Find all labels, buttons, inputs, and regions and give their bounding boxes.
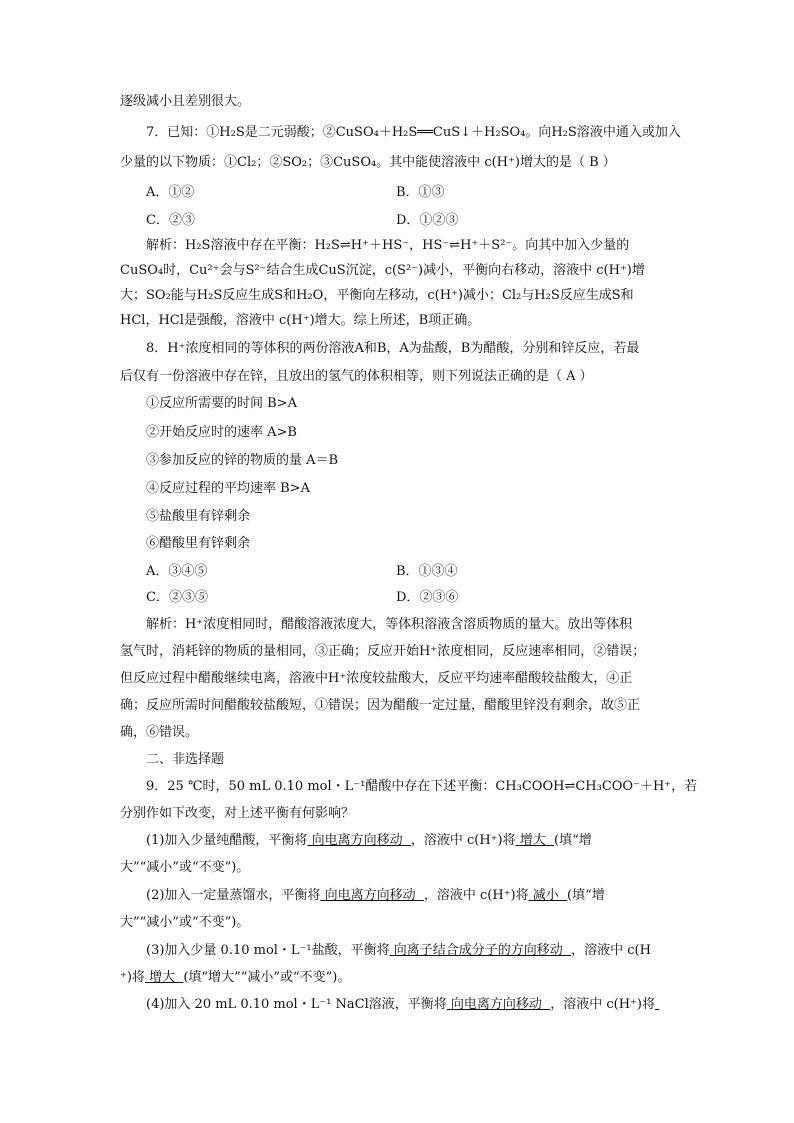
statement-3: ③参加反应的锌的物质的量 A＝B [146, 453, 339, 468]
question-9-line: 9．25 ℃时，50 mL 0.10 mol・L⁻¹醋酸中存在下述平衡：CH₃COOH⇌CH₃COO⁻＋H⁺，若 [146, 779, 698, 794]
statement-4: ④反应过程的平均速率 B>A [146, 481, 310, 496]
explanation-line: 但反应过程中醋酸继续电离，溶液中H⁺浓度较盐酸大，反应平均速率醋酸较盐酸大，④正 [120, 671, 633, 686]
option-c: C．②③⑤ [146, 590, 208, 605]
text-segment: ⁺)将 [120, 970, 145, 985]
answer-blank: 增大 [149, 970, 176, 985]
answer-blank: 增大 [519, 833, 546, 848]
subquestion-2-line: 大”“减小”或“不变”)。 [120, 915, 250, 930]
text-segment: (填“增大”“减小”或“不变”)。 [183, 970, 351, 985]
answer-blank: 向离子结合成分子的方向移动 [393, 943, 563, 958]
section-heading: 二、非选择题 [146, 752, 225, 767]
text-segment: (填“增 [567, 888, 605, 903]
explanation-line: HCl，HCl是强酸，溶液中 c(H⁺)增大。综上所述，B项正确。 [120, 313, 481, 328]
explanation-line: 确；反应所需时间醋酸较盐酸短，①错误；因为醋酸一定过量，醋酸里锌没有剩余，故⑤正 [120, 698, 641, 713]
option-a: A．①② [146, 185, 195, 200]
text-segment: ，溶液中 c(H⁺)将 [423, 888, 529, 903]
question-8-line: 后仅有一份溶液中存在锌，且放出的氢气的体积相等，则下列说法正确的是（ A ） [120, 369, 593, 384]
question-8-line: 8．H⁺浓度相同的等体积的两份溶液A和B，A为盐酸，B为醋酸，分别和锌反应，若最 [146, 341, 640, 356]
text-segment: (3)加入少量 0.10 mol・L⁻¹盐酸，平衡将 [146, 943, 390, 958]
explanation-line: 氢气时，消耗锌的物质的量相同，③正确；反应开始H⁺浓度相同，反应速率相同，②错误； [120, 644, 646, 659]
text-segment: (1)加入少量纯醋酸，平衡将 [146, 833, 308, 848]
subquestion-1-line [146, 832, 592, 850]
text-segment: ，溶液中 c(H⁺)将 [550, 997, 655, 1012]
statement-1: ①反应所需要的时间 B>A [146, 396, 297, 411]
text-segment: ，溶液中 c(H⁺)将 [410, 833, 516, 848]
answer-blank: 向电离方向移动 [324, 888, 416, 903]
statement-2: ②开始反应时的速率 A>B [146, 425, 297, 440]
explanation-line: 确，⑥错误。 [120, 725, 199, 740]
subquestion-1-line: 大”“减小”或“不变”)。 [120, 860, 250, 875]
answer-blank [655, 997, 659, 1012]
option-c: C．②③ [146, 213, 195, 228]
statement-5: ⑤盐酸里有锌剩余 [146, 509, 251, 524]
subquestion-3-line [120, 969, 350, 987]
option-d: D．①②③ [396, 213, 459, 228]
question-9-line: 分别作如下改变，对上述平衡有何影响？ [120, 806, 355, 821]
explanation-line: 大；SO₂能与H₂S反应生成S和H₂O，平衡向左移动，c(H⁺)减小；Cl₂与H₂S反应生成S和 [120, 288, 634, 303]
option-b: B．①③④ [396, 564, 458, 579]
text-segment: (填“增 [554, 833, 592, 848]
explanation-line: 解析：H⁺浓度相同时，醋酸溶液浓度大，等体积溶液含溶质物质的量大。放出等体积 [146, 617, 633, 632]
text-segment: ，溶液中 c(H [571, 943, 651, 958]
text-segment: (4)加入 20 mL 0.10 mol・L⁻¹ NaCl溶液，平衡将 [146, 997, 447, 1012]
option-a: A．③④⑤ [146, 564, 208, 579]
question-7-line: 7．已知：①H₂S是二元弱酸；②CuSO₄＋H₂S══CuS↓＋H₂SO₄。向H₂S溶液中通入或加入 [146, 125, 681, 140]
subquestion-3-line [146, 942, 651, 960]
subquestion-2-line [146, 887, 605, 905]
answer-blank: 向电离方向移动 [311, 833, 403, 848]
answer-blank: 减小 [532, 888, 559, 903]
option-b: B．①③ [396, 185, 445, 200]
explanation-line: 解析：H₂S溶液中存在平衡：H₂S⇌H⁺＋HS⁻，HS⁻⇌H⁺＋S²⁻。向其中加入少量的 [146, 238, 630, 253]
subquestion-4-line [146, 996, 659, 1014]
option-d: D．②③⑥ [396, 590, 459, 605]
explanation-line: CuSO₄时，Cu²⁺会与S²⁻结合生成CuS沉淀，c(S²⁻)减小，平衡向右移动，溶液中 c(H⁺)增 [120, 263, 645, 278]
statement-6: ⑥醋酸里有锌剩余 [146, 536, 251, 551]
text-line: 逐级减小且差别很大。 [120, 94, 251, 109]
question-7-line: 少量的以下物质：①Cl₂；②SO₂；③CuSO₄。其中能使溶液中 c(H⁺)增大的是（ B ） [120, 155, 616, 170]
text-segment: (2)加入一定量蒸馏水，平衡将 [146, 888, 321, 903]
answer-blank: 向电离方向移动 [450, 997, 542, 1012]
